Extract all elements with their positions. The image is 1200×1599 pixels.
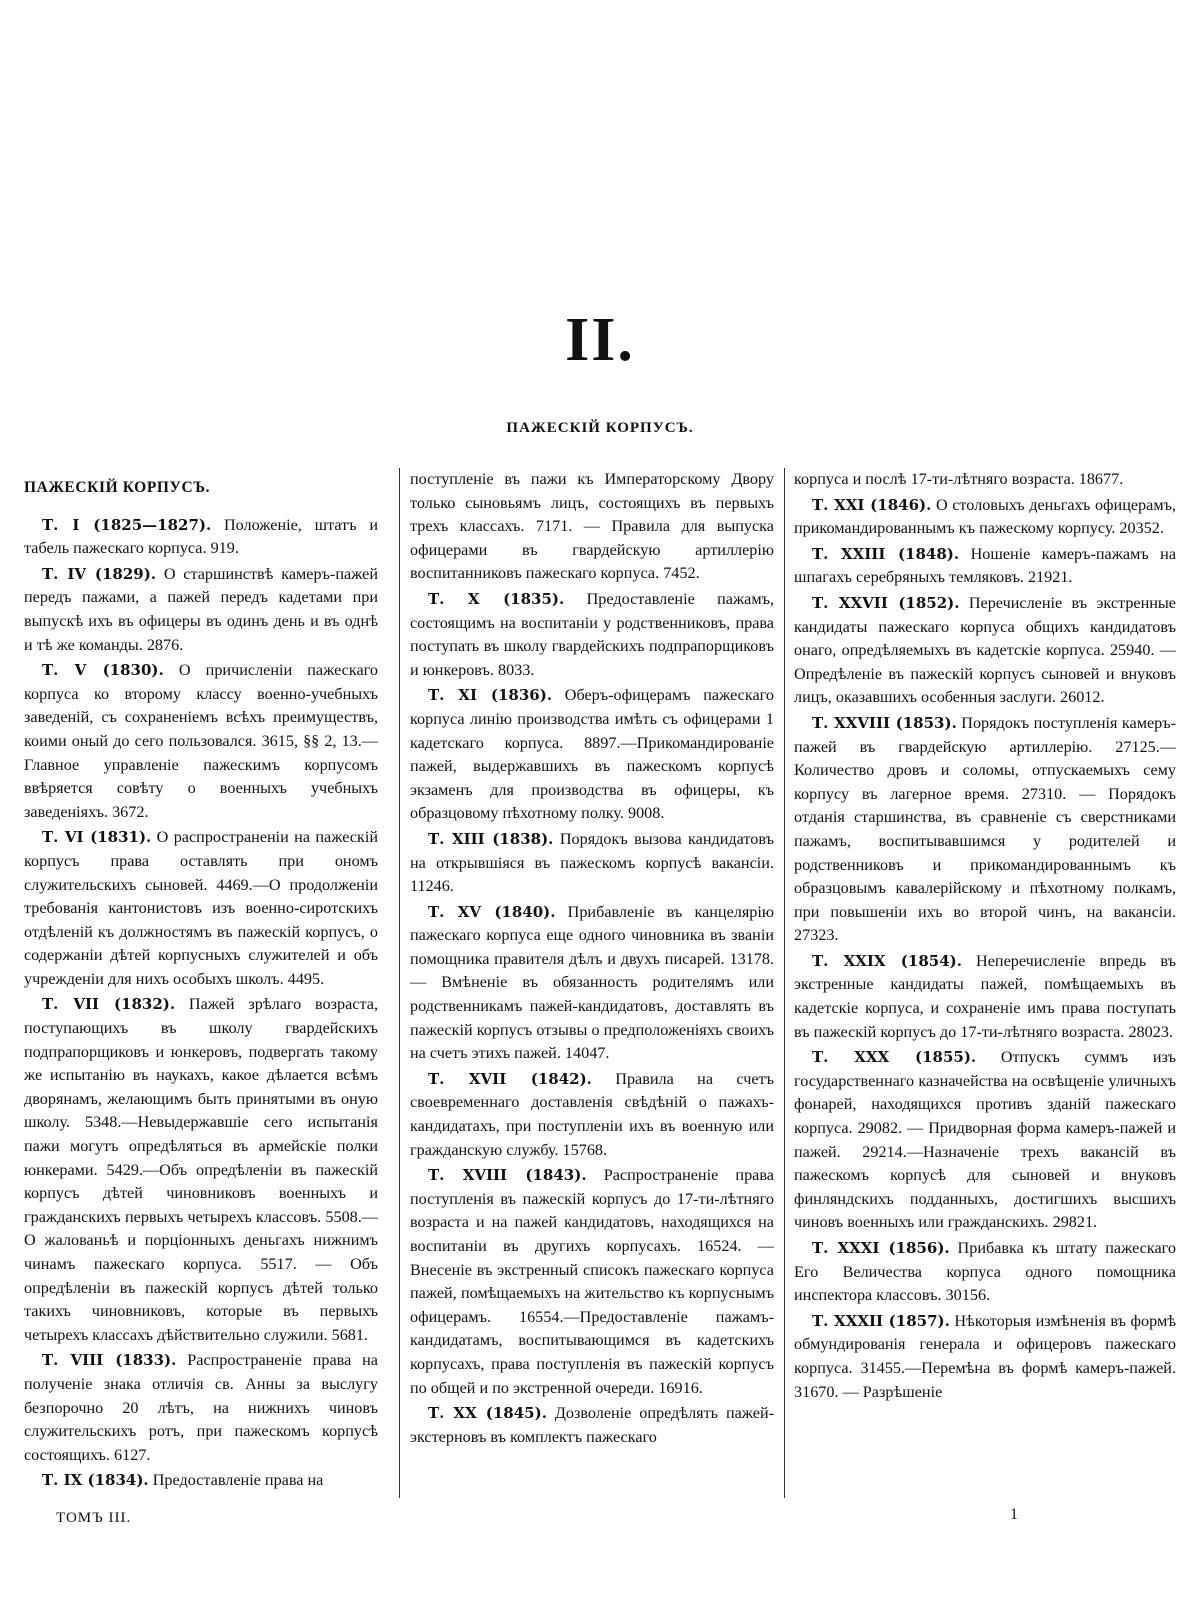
entry-text: Распространеніе права на полученіе знака отличія св. Анны за выслугу безпорочно 20 лѣтъ, на нижнихъ чиновъ служительскихъ ротъ, при пажескомъ корпусѣ состоящихъ. 6127. [24, 1351, 378, 1464]
volume-label: Т. IX (1834). [42, 1471, 149, 1490]
entry-paragraph [24, 659, 378, 824]
volume-footer: ТОМЪ III. [56, 1510, 132, 1526]
entry-text: Прибавка къ штату пажескаго Его Величества корпуса одного помощника инспектора классовъ. 30156. [794, 1239, 1176, 1305]
entry-paragraph [24, 563, 378, 657]
entry-text: Прибавленіе въ канцелярію пажескаго корпуса еще одного чиновника въ званіи помощника правителя дѣлъ и двухъ писарей. 13178. — Вмѣненіе въ обязанность родителямъ или родственникамъ пажей-кандидатовъ, доставлять въ пажескій корпусъ отзывы о предположеніяхъ своихъ на счетъ этихъ пажей. 14047. [410, 902, 774, 1063]
entry-paragraph [410, 588, 774, 682]
entry-text: Положеніе, штатъ и табель пажескаго корпуса. 919. [24, 515, 378, 558]
volume-label: Т. VII (1832). [42, 995, 176, 1014]
volume-label: Т. XVII (1842). [428, 1069, 592, 1088]
entry-text: О распространеніи на пажескій корпусъ права оставлять при ономъ служительскихъ сыновей. 4469.—О продолженіи требованія кантонистовъ изъ военно-сиротскихъ отдѣленій къ должностямъ въ пажескій корпусъ, о содержаніи дѣтей корпусныхъ служителей и объ учрежденіи для нихъ особыхъ школъ. 4495. [24, 828, 378, 988]
entry-paragraph [794, 950, 1176, 1044]
entry-text: поступленіе въ пажи къ Императорскому Двору только сыновьямъ лицъ, состоящихъ въ первыхъ трехъ классахъ. 7171. — Правила для выпуска офицерами въ гвардейскую артиллерію воспитанниковъ пажескаго корпуса. 7452. [410, 470, 774, 583]
volume-label: Т. VI (1831). [42, 828, 152, 847]
entry-text: Предоставленіе пажамъ, состоящимъ на воспитаніи у родственниковъ, права поступать въ школу гвардейскихъ подпрапорщиковъ и юнкеровъ. 8033. [410, 589, 774, 679]
entry-paragraph [794, 712, 1176, 948]
entry-text: О причисленіи пажескаго корпуса ко второму классу военно-учебныхъ заведеній, съ сохраненіемъ всѣхъ преимуществъ, коими оный до сего пользовался. 3615, §§ 2, 13.—Главное управленіе пажескимъ корпусомъ ввѣряется совѣту о военныхъ учебныхъ заведеніяхъ. 3672. [24, 661, 378, 821]
column-title: ПАЖЕСКІЙ КОРПУСЪ. [24, 479, 211, 496]
entry-text: корпуса и послѣ 17-ти-лѣтняго возраста. 18677. [794, 470, 1124, 488]
volume-label: Т. XI (1836). [428, 686, 553, 705]
volume-label: Т. XVIII (1843). [428, 1166, 587, 1185]
entry-paragraph [24, 993, 378, 1347]
section-numeral: II. [565, 306, 635, 374]
volume-label: Т. V (1830). [42, 661, 164, 680]
entry-text: Пажей зрѣлаго возраста, поступающихъ въ школу гвардейскихъ подпрапорщиковъ и юнкеровъ, подвергать такому же испытанію въ наукахъ, какое дѣлается всѣмъ дворянамъ, желающимъ быть принятыми въ оную школу. 5348.—Невыдержавшіе сего испытанія пажи могутъ опредѣляться въ армейскіе полки юнкерами. 5429.—Объ опредѣленіи въ пажескій корпусъ дѣтей чиновниковъ военныхъ и гражданскихъ первыхъ четырехъ классовъ. 5508.—О жалованьѣ и порціонныхъ деньгахъ нижнимъ чинамъ пажескаго корпуса. 5517. — Объ опредѣленіи въ пажескій корпусъ дѣтей только такихъ чиновниковъ, которые въ первыхъ четырехъ классахъ дѣйствительно служили. 5681. [24, 995, 378, 1344]
entry-paragraph [410, 1068, 774, 1162]
volume-label: Т. XXIX (1854). [812, 951, 962, 970]
volume-label: Т. XIII (1838). [428, 829, 554, 848]
entry-text: Предоставленіе права на [148, 1471, 324, 1490]
volume-label: Т. I (1825—1827). [42, 515, 212, 534]
entry-text: О столовыхъ деньгахъ офицерамъ, прикомандированнымъ къ пажескому корпусу. 20352. [794, 495, 1176, 538]
volume-label: Т. XXI (1846). [812, 495, 932, 514]
entry-paragraph [794, 468, 1176, 492]
entry-paragraph [794, 1310, 1176, 1404]
volume-label: Т. XXVIII (1853). [812, 713, 957, 732]
volume-label: Т. XXX (1855). [812, 1048, 977, 1067]
entry-text: Распространеніе права поступленія въ пажескій корпусъ до 17-ти-лѣтняго возраста и на пажей кандидатовъ, находящихся на воспитаніи въ другихъ корпусахъ. 16524. — Внесеніе въ экстренный списокъ пажескаго корпуса пажей, помѣщаемыхъ на жительство къ корпуснымъ офицерамъ. 16554.—Предоставленіе пажамъ-кандидатамъ, воспитывающимся въ кадетскихъ корпусахъ, права поступленія въ пажескій корпусъ по общей и по экстренной очереди. 16916. [410, 1166, 774, 1397]
section-heading: ПАЖЕСКІЙ КОРПУСЪ. [506, 420, 694, 436]
entry-paragraph [410, 468, 774, 586]
entry-paragraph [794, 494, 1176, 541]
entry-text: Оберъ-офицерамъ пажескаго корпуса линію производства имѣть съ офицерами 1 кадетскаго корпуса. 8897.—Прикомандированіе пажей, выдержавшихъ въ пажескомъ корпусѣ экзаменъ для производства въ офицеры, къ образцовому пѣхотному полку. 9008. [410, 686, 774, 823]
entry-text: Отпускъ суммъ изъ государственнаго казначейства на освѣщеніе уличныхъ фонарей, находящихся противъ зданій пажескаго корпуса. 29082. — Придворная форма камеръ-пажей и пажей. 29214.—Назначеніе трехъ вакансій въ пажескомъ корпусѣ для сыновей и внуковъ финляндскихъ подданныхъ, достигшихъ высшихъ чиновъ военныхъ или гражданскихъ. 29821. [794, 1048, 1176, 1232]
column-1-entries [24, 514, 378, 1493]
volume-label: Т. X (1835). [428, 589, 565, 608]
volume-label: Т. XX (1845). [428, 1404, 547, 1423]
column-3 [784, 468, 1176, 1498]
entry-text: Дозволеніе опредѣлять пажей-экстерновъ въ комплектъ пажескаго [410, 1404, 774, 1446]
volume-label: Т. XXVII (1852). [812, 593, 960, 612]
entry-paragraph [410, 1164, 774, 1400]
entry-text: Перечисленіе въ экстренные кандидаты пажескаго корпуса общихъ кандидатовъ онаго, опредѣляемыхъ въ кадетскіе корпуса. 25940. — Опредѣленіе въ пажескій корпусъ сыновей и внуковъ лицъ, оказавшихъ особенныя заслуги. 26012. [794, 593, 1176, 707]
entry-text: Порядокъ вызова кандидатовъ на открывшіяся въ пажескомъ корпусѣ вакансіи. 11246. [410, 829, 774, 896]
entry-paragraph [410, 828, 774, 899]
entry-paragraph [24, 1469, 378, 1493]
entry-text: Ношеніе камеръ-пажамъ на шпагахъ серебряныхъ темляковъ. 21921. [794, 544, 1176, 587]
volume-label: Т. IV (1829). [42, 564, 157, 583]
volume-label: Т. XV (1840). [428, 902, 556, 921]
entry-paragraph [410, 901, 774, 1066]
text-columns [24, 468, 1176, 1498]
entry-paragraph [24, 826, 378, 991]
entry-paragraph [410, 684, 774, 826]
entry-text: Неперечисленіе впредь въ экстренные кандидаты пажей, помѣщаемыхъ въ кадетскіе корпуса, и сохраненіе имъ права поступать въ пажескій корпусъ до 17-ти-лѣтняго возраста. 28023. [794, 951, 1176, 1041]
column-1 [24, 468, 390, 1498]
volume-label: Т. XXXII (1857). [812, 1311, 950, 1330]
entry-text: Нѣкоторыя измѣненія въ формѣ обмундированія генерала и офицеровъ пажескаго корпуса. 31455.—Перемѣна въ формѣ камеръ-пажей. 31670. — Разрѣшеніе [794, 1311, 1176, 1401]
entry-text: Порядокъ поступленія камеръ-пажей въ гвардейскую артиллерію. 27125.—Количество дровъ и соломы, отпускаемыхъ сему корпусу въ лагерное время. 27310. — Порядокъ отданія старшинства, въ сравненіе съ сверстниками пажамъ, воспитывавшимся у родителей и родственниковъ и прикомандированнымъ къ образцовымъ кавалерійскому и пѣхотному полкамъ, при повышеніи ихъ во второй чинъ, на вакансіи. 27323. [794, 713, 1176, 945]
entry-paragraph [794, 543, 1176, 590]
entry-paragraph [410, 1402, 774, 1449]
volume-label: Т. XXXI (1856). [812, 1239, 950, 1257]
entry-text: О старшинствѣ камеръ-пажей передъ пажами, а пажей передъ кадетами при выпускѣ ихъ въ офицеры въ одинъ день и въ однѣ и тѣ же команды. 2876. [24, 564, 378, 654]
column-2-entries [410, 468, 774, 1449]
page-number: 1 [1010, 1506, 1018, 1523]
column-2 [400, 468, 784, 1498]
volume-label: Т. XXIII (1848). [812, 544, 960, 563]
entry-paragraph [794, 1046, 1176, 1235]
column-3-entries [794, 468, 1176, 1404]
entry-paragraph [794, 592, 1176, 710]
entry-paragraph [794, 1237, 1176, 1308]
entry-text: Правила на счетъ своевременнаго доставленія свѣдѣній о пажахъ-кандидатахъ, при поступленіи ихъ въ военную или гражданскую службу. 15768. [410, 1069, 774, 1159]
entry-paragraph [24, 514, 378, 561]
entry-paragraph [24, 1349, 378, 1467]
volume-label: Т. VIII (1833). [42, 1351, 177, 1370]
